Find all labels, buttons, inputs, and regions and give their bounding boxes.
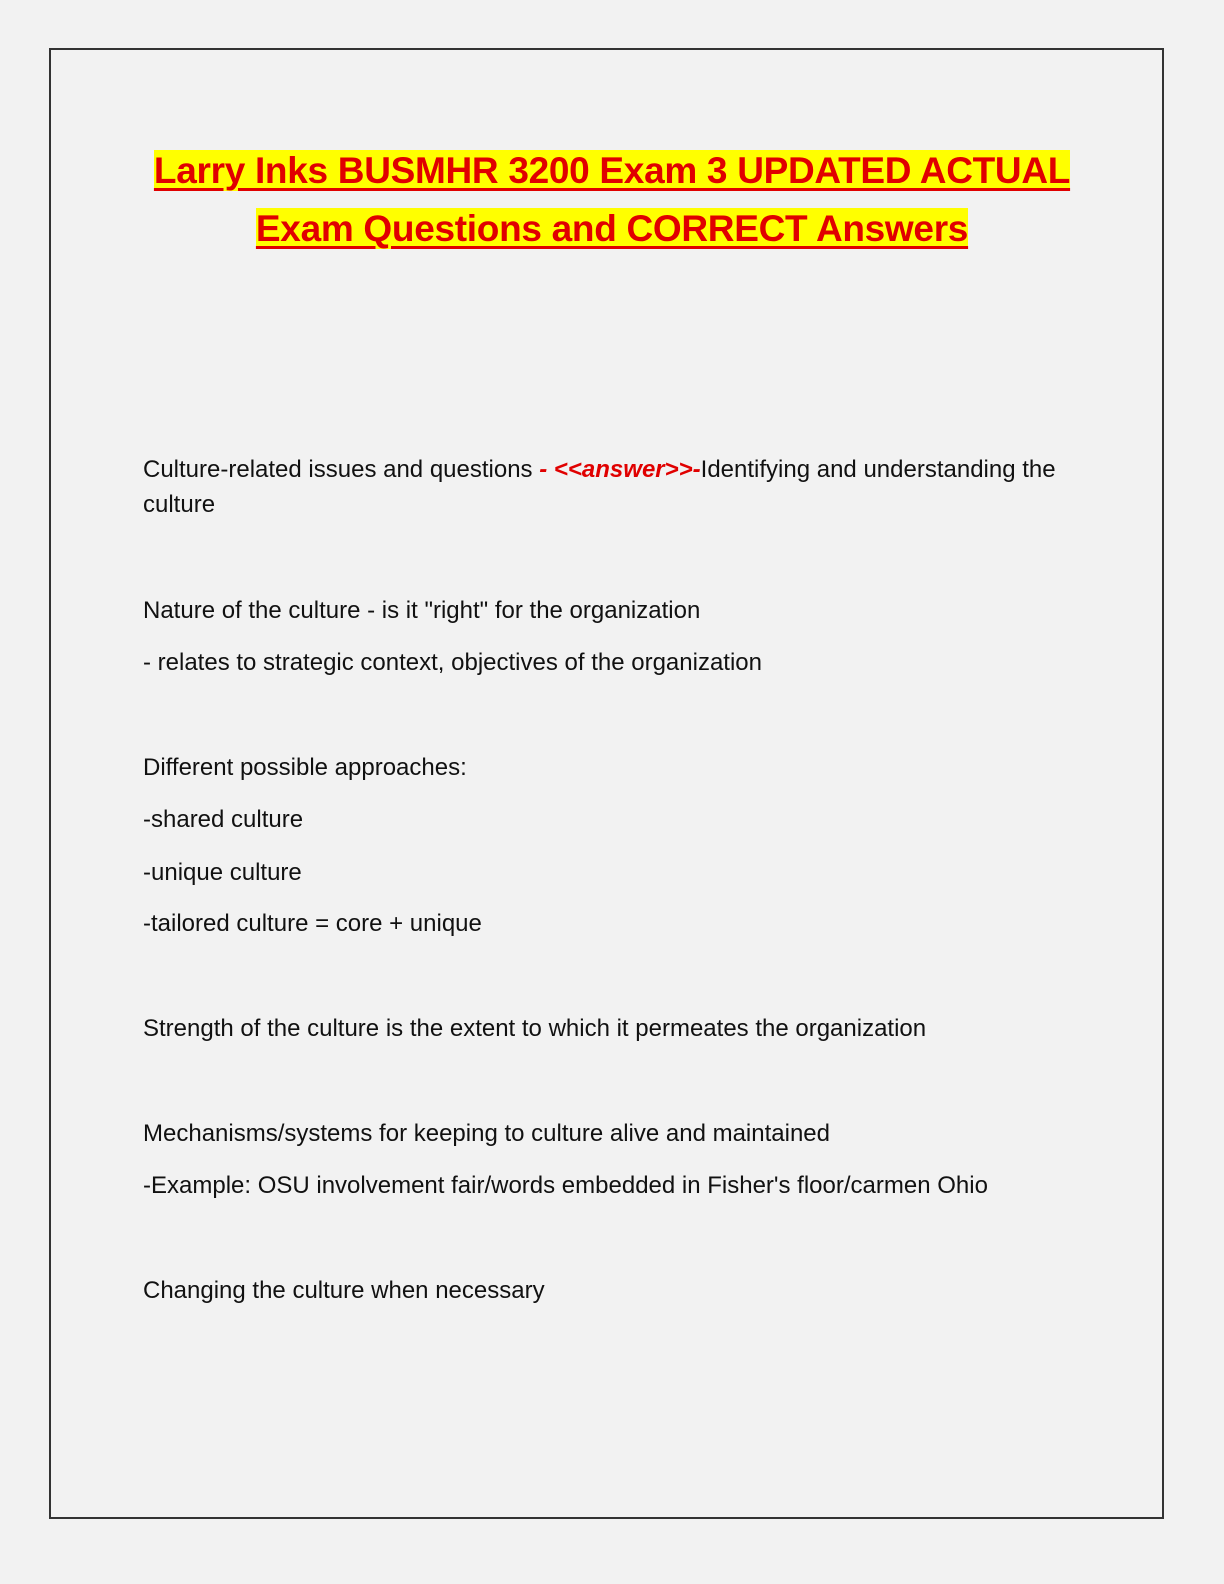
answer-line: Different possible approaches:	[143, 754, 467, 781]
qa-entry	[143, 452, 1083, 522]
question-text: Culture-related issues and questions	[143, 456, 533, 483]
answer-line: -Example: OSU involvement fair/words embedded in Fisher's floor/carmen Ohio	[143, 1172, 988, 1199]
answer-line: -shared culture	[143, 806, 304, 833]
title-line-2: Exam Questions and CORRECT Answers	[255, 208, 969, 249]
answer-line: Strength of the culture is the extent to which it permeates the organization	[143, 1015, 927, 1042]
title-line-1: Larry Inks BUSMHR 3200 Exam 3 UPDATED ACTUAL	[153, 150, 1071, 191]
document-title	[100, 142, 1124, 258]
answer-line: Changing the culture when necessary	[143, 1277, 545, 1304]
answer-line: -unique culture	[143, 859, 302, 886]
answer-line: Mechanisms/systems for keeping to culture alive and maintained	[143, 1120, 830, 1147]
answer-line: - relates to strategic context, objectives of the organization	[143, 649, 762, 676]
answer-text: Identifying and understanding the culture	[143, 456, 1056, 518]
answer-marker: - <<answer>>-	[532, 456, 701, 483]
answer-line: Nature of the culture - is it "right" for the organization	[143, 597, 701, 624]
answer-line: -tailored culture = core + unique	[143, 910, 482, 937]
